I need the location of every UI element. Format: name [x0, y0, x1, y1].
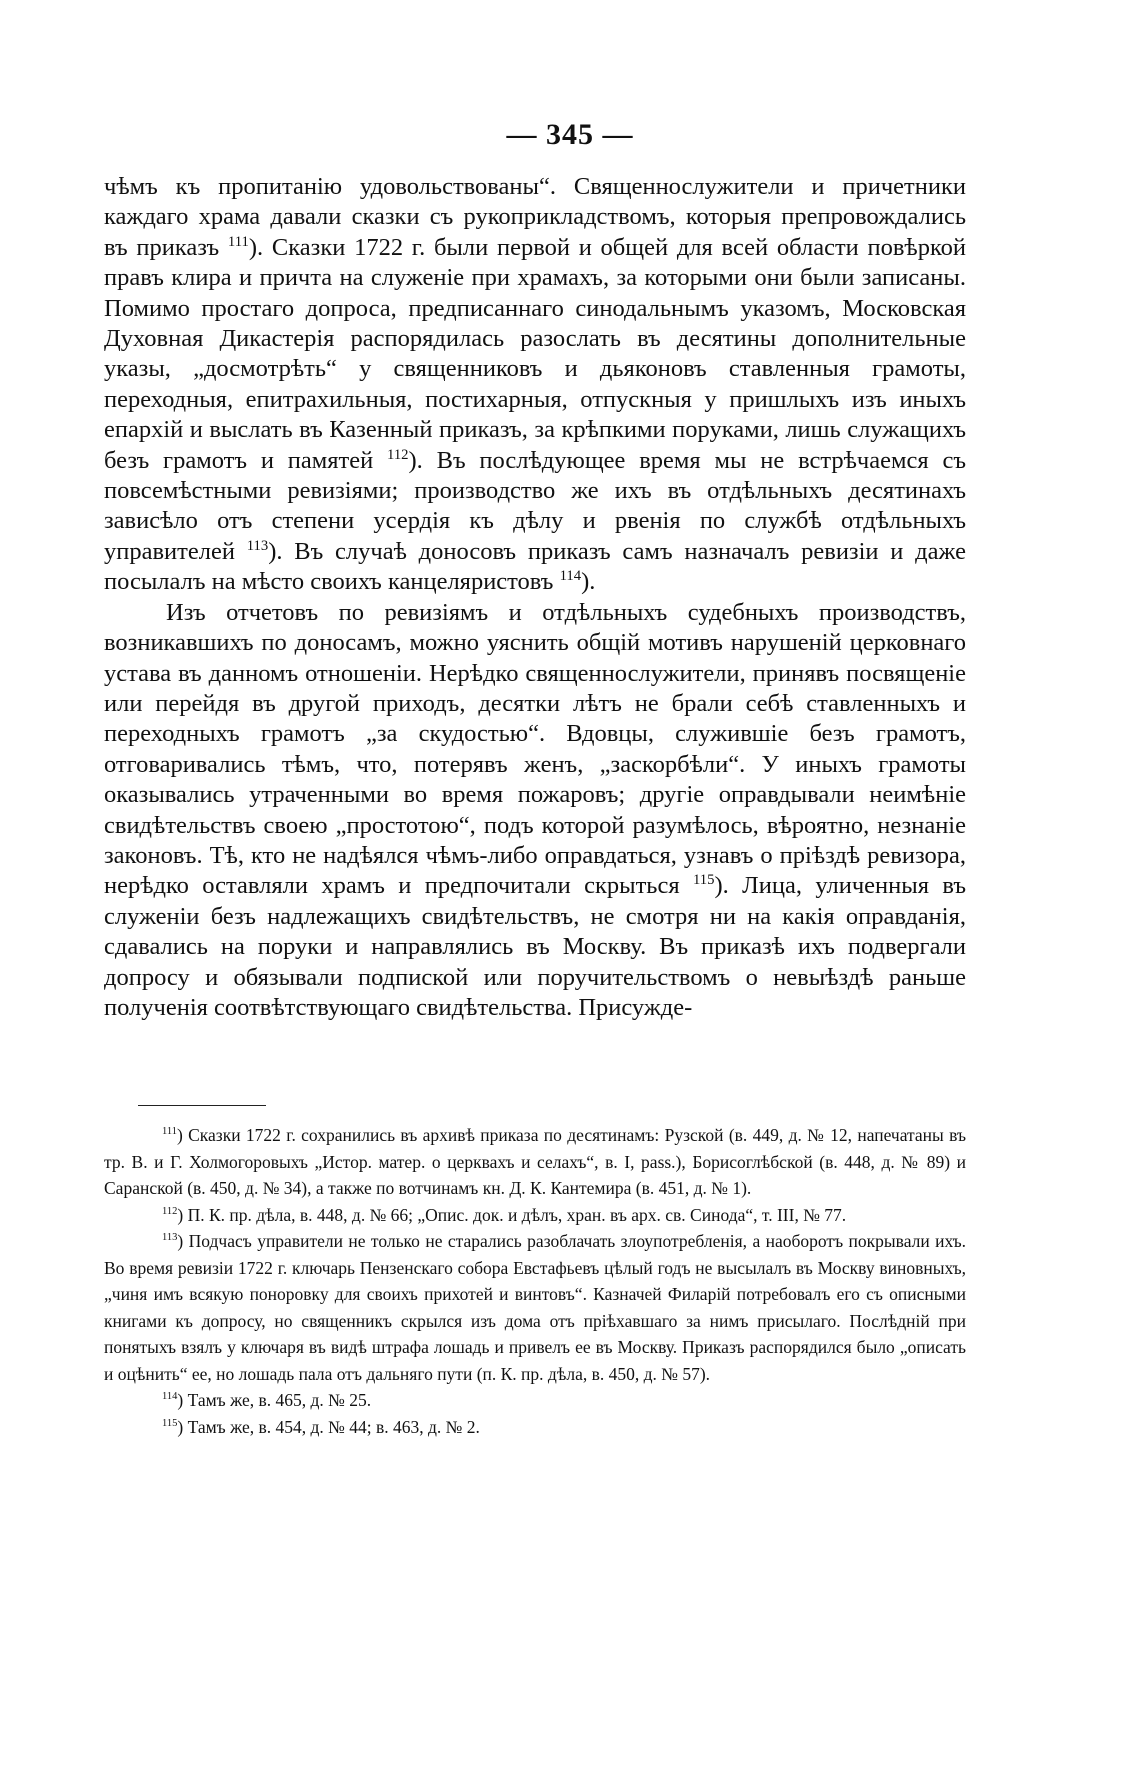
footnote — [104, 1202, 966, 1229]
text-run: чѣмъ къ пропитанію удовольствованы“. Священнослужители и причетники каждаго храма давали сказки съ рукоприкладствомъ, которыя препровождались въ приказъ — [104, 173, 966, 261]
footnote-number: 111 — [162, 1126, 177, 1138]
footnote-number: 112 — [162, 1205, 178, 1217]
text-run: ). Сказки 1722 г. были первой и общей для всей области повѣркой правъ клира и причта на служеніе при храмахъ, за которыми они были записаны. Помимо простаго допроса, предписаннаго синодальнымъ указомъ, Московская Духовная Дикастерія распорядилась разослать въ десятины дополнительные указы, „досмотрѣть“ у священниковъ и дьяконовъ ставленныя грамоты, переходныя, епитрахильныя, постихарныя, отпускныя у пришлыхъ изъ иныхъ епархій и выслать въ Казенный приказъ, за крѣпкими поруками, лишь служащихъ безъ грамотъ и памятей — [104, 233, 966, 474]
footnote-ref[interactable]: 114 — [559, 568, 582, 585]
footnote-number: 113 — [162, 1232, 178, 1244]
footnote — [104, 1414, 966, 1441]
footnote-text: ) Сказки 1722 г. сохранились въ архивѣ приказа по десятинамъ: Рузской (в. 449, д. № 12, напечатаны въ тр. В. и Г. Холмогоровыхъ „Истор. матер. о церквахъ и селахъ“, в. I, pass.), Борисоглѣбской (в. 448, д. № 89) и Саранской (в. 450, д. № 34), а также по вотчинамъ кн. Д. К. Кантемира (в. 451, д. № 1). — [104, 1125, 966, 1198]
text-run: ). — [581, 568, 596, 596]
text-run: ). Лица, уличенныя въ служеніи безъ надлежащихъ свидѣтельствъ, не смотря ни на какія оправданія, сдавались на поруки и направлялись въ Москву. Въ приказѣ ихъ подвергали допросу и обязывали подпиской или поручительствомъ о невыѣздѣ раньше полученія соотвѣтствующаго свидѣтельства. Присужде- — [104, 872, 966, 1021]
paragraph — [104, 172, 966, 598]
footnote-ref[interactable]: 115 — [692, 872, 715, 889]
paragraph — [104, 598, 966, 1024]
footnote-text: ) Тамъ же, в. 465, д. № 25. — [177, 1390, 372, 1410]
page-number: — 345 — — [506, 118, 634, 151]
footnote-number: 115 — [162, 1417, 178, 1429]
footnote — [104, 1122, 966, 1202]
footnote-text: ) Подчасъ управители не только не старались разоблачать злоупотребленія, а наоборотъ покрывали ихъ. Во время ревизіи 1722 г. ключарь Пензенскаго собора Евстафьевъ цѣлый годъ не высылалъ въ Москву виновныхъ, „чиня имъ всякую поноровку для своихъ прихотей и винтовъ“. Казначей Филарій потребовалъ его съ описными книгами къ допросу, но священникъ скрылся изъ дома отъ пріѣхавшаго за нимъ присылаго. Послѣдній при понятыхъ взялъ у ключаря въ видѣ штрафа лошадь и привелъ ее въ Москву. Приказъ распорядился было „описать и оцѣнить“ ее, но лошадь пала отъ дальняго пути (п. К. пр. дѣла, в. 450, д. № 57). — [104, 1231, 966, 1384]
footnote-ref[interactable]: 112 — [387, 446, 409, 463]
main-text — [104, 172, 966, 1023]
footnotes — [104, 1122, 966, 1440]
text-run: ). Въ случаѣ доносовъ приказъ самъ назначалъ ревизіи и даже посылалъ на мѣсто своихъ канцеляристовъ — [104, 537, 966, 596]
footnote-ref[interactable]: 113 — [246, 537, 269, 554]
text-run: Изъ отчетовъ по ревизіямъ и отдѣльныхъ судебныхъ производствъ, возникавшихъ по доносамъ, можно уяснить общій мотивъ нарушеній церковнаго устава въ данномъ отношеніи. Нерѣдко священнослужители, принявъ посвященіе или перейдя въ другой приходъ, десятки лѣтъ не брали себѣ ставленныхъ и переходныхъ грамотъ „за скудостью“. Вдовцы, служившіе безъ грамотъ, отговаривались тѣмъ, что, потерявъ женъ, „заскорбѣли“. У иныхъ грамоты оказывались утраченными во время пожаровъ; другіе оправдывали неимѣніе свидѣтельствъ своею „простотою“, подъ которой разумѣлось, вѣроятно, незнаніе законовъ. Тѣ, кто не надѣялся чѣмъ-либо оправдаться, узнавъ о пріѣздѣ ревизора, нерѣдко оставляли храмъ и предпочитали скрыться — [104, 598, 966, 900]
footnote-text: ) П. К. пр. дѣла, в. 448, д. № 66; „Опис. док. и дѣлъ, хран. въ арх. св. Синода“, т. III, № 77. — [177, 1204, 847, 1225]
footnote-divider — [138, 1105, 266, 1106]
footnote — [104, 1228, 966, 1387]
footnote-ref[interactable]: 111 — [227, 233, 249, 250]
text-run: ). Въ послѣдующее время мы не встрѣчаемся съ повсемѣстными ревизіями; производство же ихъ въ отдѣльныхъ десятинахъ зависѣло отъ степени усердія къ дѣлу и рвенія по службѣ отдѣльныхъ управителей — [104, 446, 966, 565]
footnote-text: ) Тамъ же, в. 454, д. № 44; в. 463, д. № 2. — [177, 1416, 480, 1437]
footnote-number: 114 — [162, 1391, 178, 1403]
footnote — [104, 1387, 966, 1414]
